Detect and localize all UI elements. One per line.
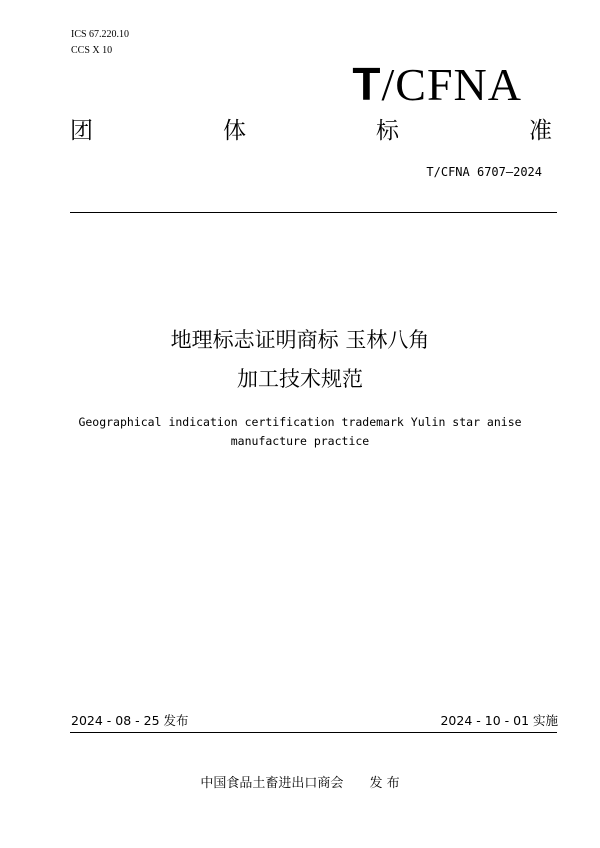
- organization-logo: [352, 58, 522, 111]
- footer-divider: [70, 732, 557, 733]
- logo-text: /CFNA: [381, 59, 522, 110]
- standard-type-char: 体: [223, 118, 246, 144]
- chinese-title-line-2: 加工技术规范: [237, 367, 363, 391]
- implementation-date: 2024 - 10 - 01 实施: [440, 713, 558, 728]
- ccs-code: CCS X 10: [71, 45, 113, 56]
- standard-number: T/CFNA 6707—2024: [426, 165, 542, 179]
- header-divider: [70, 212, 557, 213]
- publisher-line: [0, 775, 600, 793]
- issue-date: 2024 - 08 - 25 发布: [71, 713, 189, 728]
- logo-prefix: T: [352, 58, 382, 110]
- publish-action: 发 布: [369, 776, 400, 791]
- chinese-title-line-1: 地理标志证明商标 玉林八角: [170, 328, 430, 352]
- standard-type-char: 准: [529, 118, 552, 144]
- standard-type: [70, 116, 552, 146]
- english-title-line-1: Geographical indication certification trademark Yulin star anise: [78, 415, 522, 429]
- publisher-name: 中国食品土畜进出口商会: [200, 776, 344, 791]
- ics-code: ICS 67.220.10: [71, 29, 130, 40]
- standard-type-char: 团: [70, 118, 93, 144]
- standard-type-char: 标: [376, 118, 399, 144]
- english-title-line-2: manufacture practice: [230, 434, 370, 448]
